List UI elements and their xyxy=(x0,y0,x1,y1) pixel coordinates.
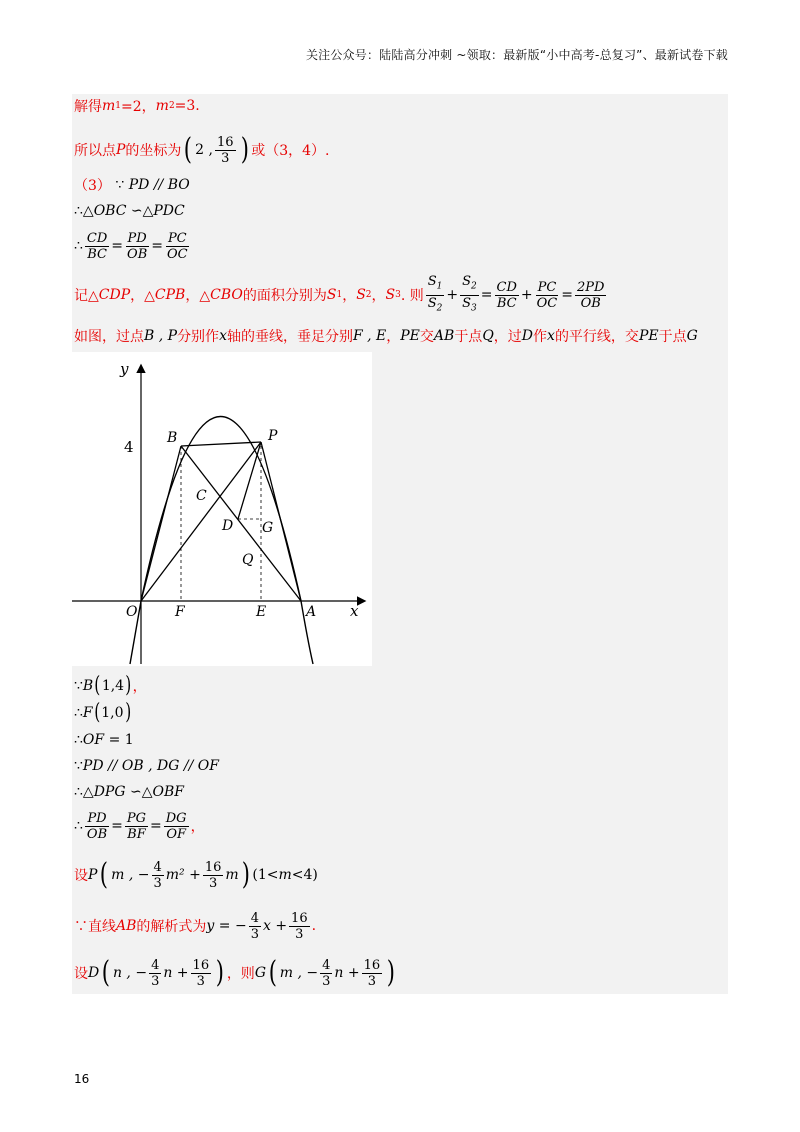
line-ab-equation xyxy=(74,906,316,946)
math: m xyxy=(225,867,239,883)
sub: 1 xyxy=(115,101,122,111)
numerator: PD xyxy=(87,810,107,826)
math: x + xyxy=(262,918,288,934)
math: CPB xyxy=(154,287,186,303)
math: n + xyxy=(163,965,189,981)
paren-left: ( xyxy=(94,673,101,698)
sub: 2 xyxy=(436,303,443,314)
line-set-d-g xyxy=(74,952,398,994)
math: △OBC ∽△PDC xyxy=(82,203,185,219)
text: 分别作 xyxy=(177,329,220,345)
fraction xyxy=(125,811,148,842)
denominator: OB xyxy=(86,826,108,842)
fraction xyxy=(152,860,164,891)
text: 如图，过点 xyxy=(74,329,144,345)
numerator: 2PD xyxy=(576,279,605,295)
paren-left: ( xyxy=(93,700,100,725)
text: 的平行线，交 xyxy=(554,329,639,345)
math: m² + xyxy=(165,867,201,883)
numerator xyxy=(460,274,479,296)
text: ，△ xyxy=(130,288,155,304)
denominator: 3 xyxy=(208,875,218,891)
plus: + xyxy=(520,287,533,303)
denominator: 3 xyxy=(322,973,331,989)
denominator: 3 xyxy=(153,875,162,891)
paren-left: ( xyxy=(268,955,277,990)
numerator: PG xyxy=(126,810,147,826)
numerator: 16 xyxy=(291,910,308,926)
text: 记△ xyxy=(74,288,99,304)
denominator: BC xyxy=(87,246,107,262)
denominator: OC xyxy=(536,295,558,311)
text: 作 xyxy=(533,329,548,345)
text: ， xyxy=(342,288,357,304)
math: F , E xyxy=(352,328,387,344)
numerator: 4 xyxy=(322,957,331,973)
math: CBO xyxy=(210,287,243,303)
var: S xyxy=(462,273,472,289)
var-p: P xyxy=(88,867,98,883)
fraction xyxy=(149,958,161,989)
text: ，过 xyxy=(493,329,522,345)
text: ， xyxy=(190,819,205,835)
denominator: OB xyxy=(580,295,601,311)
line-solve-m xyxy=(74,92,200,120)
line-ratio-1 xyxy=(74,226,192,266)
sub: 2 xyxy=(365,290,372,300)
sub: 3 xyxy=(395,290,401,300)
math: G xyxy=(686,328,698,344)
equals: = xyxy=(561,287,573,303)
numerator: 16 xyxy=(216,134,234,150)
fraction xyxy=(191,958,212,989)
math: x xyxy=(219,328,227,344)
text: =3. xyxy=(174,98,200,114)
text: <4) xyxy=(291,867,318,883)
math: x xyxy=(547,328,555,344)
var-m: m xyxy=(102,98,116,114)
because-symbol: ∵ xyxy=(74,758,83,774)
fraction xyxy=(320,958,332,989)
text: 轴的垂线，垂足分别 xyxy=(226,329,353,345)
math: OF xyxy=(82,732,105,748)
math: AB xyxy=(433,328,455,344)
equals: = xyxy=(111,818,123,834)
segment-op xyxy=(141,442,261,601)
equals: = xyxy=(480,287,493,303)
coord: 1,0 xyxy=(101,705,124,721)
segment-bp xyxy=(181,442,261,446)
text: ，则 xyxy=(226,966,255,982)
therefore-symbol: ∴ xyxy=(74,818,83,834)
denominator xyxy=(460,296,479,317)
fraction xyxy=(249,911,261,942)
paren-right: ) xyxy=(124,700,131,725)
label-p: P xyxy=(268,428,278,444)
math: PE xyxy=(400,328,420,344)
text: 的面积分别为 xyxy=(242,288,327,304)
line-parallel xyxy=(74,752,219,780)
text: 的坐标为 xyxy=(125,143,182,159)
fraction xyxy=(125,231,149,262)
line-p-coordinates xyxy=(74,130,329,170)
label-d: D xyxy=(222,518,234,534)
line-ratio-2 xyxy=(74,806,205,846)
math: D xyxy=(521,328,534,344)
fraction xyxy=(535,280,560,311)
var-s: S xyxy=(356,287,366,303)
numerator: 4 xyxy=(151,957,160,973)
denominator: 3 xyxy=(250,926,259,942)
label-f: F xyxy=(175,604,185,620)
fraction xyxy=(575,280,606,311)
label-a: A xyxy=(306,604,317,620)
numerator: 4 xyxy=(250,910,259,926)
var-s: S xyxy=(385,287,396,303)
fraction xyxy=(85,231,109,262)
denominator xyxy=(426,296,445,317)
line-of-length xyxy=(74,726,134,754)
label-4: 4 xyxy=(124,438,134,456)
denominator: 3 xyxy=(221,150,230,166)
label-e: E xyxy=(256,604,267,620)
text: =2， xyxy=(121,99,156,115)
math: PD // BO xyxy=(128,177,190,193)
numerator xyxy=(426,274,445,296)
fraction xyxy=(362,958,383,989)
figure-svg xyxy=(72,352,372,666)
equals: = xyxy=(111,238,124,254)
var-g: G xyxy=(254,965,266,981)
segment-ob xyxy=(141,446,181,601)
therefore-symbol: ∴ xyxy=(74,732,83,748)
text: 设 xyxy=(74,966,88,982)
text: 于点 xyxy=(658,329,687,345)
sub: 2 xyxy=(471,281,477,292)
page-number: 16 xyxy=(74,1072,90,1086)
var-p: P xyxy=(116,142,126,158)
fraction xyxy=(203,860,224,891)
paren-right: ) xyxy=(215,955,225,990)
line-similar-1 xyxy=(74,197,185,225)
paren-left: ( xyxy=(100,857,109,892)
fraction xyxy=(215,135,236,166)
line-construction xyxy=(74,322,698,350)
therefore-symbol: ∴ xyxy=(74,203,83,219)
therefore-symbol: ∴ xyxy=(74,784,83,800)
fraction xyxy=(460,274,479,316)
math: y = − xyxy=(206,918,247,934)
text: ， xyxy=(386,329,401,345)
denominator: 3 xyxy=(151,973,160,989)
equals: = xyxy=(150,818,162,834)
math: PD // OB , DG // OF xyxy=(82,758,219,774)
math: △DPG ∽△OBF xyxy=(82,784,184,800)
denominator: OB xyxy=(127,246,148,262)
numerator: 4 xyxy=(153,859,162,875)
text: 于点 xyxy=(454,329,483,345)
line-set-p xyxy=(74,854,318,896)
parabola-figure xyxy=(72,352,372,666)
label-c: C xyxy=(196,488,207,504)
line-areas xyxy=(74,274,608,316)
text: ，△ xyxy=(185,288,211,304)
therefore-symbol: ∴ xyxy=(74,705,83,721)
text: 或（3，4）. xyxy=(251,143,330,159)
numerator: PC xyxy=(537,279,557,295)
equals: = xyxy=(151,238,163,254)
paren-right: ) xyxy=(240,132,249,167)
numerator: CD xyxy=(86,230,108,246)
line-f-coord xyxy=(74,699,132,727)
paren-right: ) xyxy=(386,955,396,990)
paren-right: ) xyxy=(125,673,132,698)
denominator: BF xyxy=(127,826,146,842)
var-b: B xyxy=(82,678,94,694)
text: ， xyxy=(371,288,386,304)
numerator: 16 xyxy=(363,957,381,973)
line-part3 xyxy=(74,171,190,199)
denominator: BC xyxy=(496,295,517,311)
text: . 则 xyxy=(400,288,424,304)
var-f: F xyxy=(82,705,93,721)
math: m xyxy=(278,867,292,883)
label-o: O xyxy=(126,604,138,620)
var-d: D xyxy=(88,965,100,981)
numerator: PC xyxy=(167,230,187,246)
text: ∵直线 xyxy=(74,919,116,935)
numerator: CD xyxy=(496,279,517,295)
coord: 1,4 xyxy=(101,678,125,694)
paren-right: ) xyxy=(241,857,250,892)
sub: 2 xyxy=(168,101,175,111)
math: m , − xyxy=(111,867,150,883)
numerator: PD xyxy=(127,230,147,246)
fraction xyxy=(426,274,445,316)
math: n , − xyxy=(112,965,148,981)
sub: 1 xyxy=(436,281,443,292)
text: ， xyxy=(132,679,147,695)
fraction xyxy=(495,280,519,311)
var: S xyxy=(462,295,472,311)
sub: 3 xyxy=(471,303,477,314)
text: 设 xyxy=(74,868,88,884)
text: (1< xyxy=(252,867,279,883)
line-b-coord xyxy=(74,672,147,700)
fraction xyxy=(165,231,190,262)
label-g: G xyxy=(262,520,274,536)
paren-left: ( xyxy=(184,132,193,167)
sub: 1 xyxy=(336,290,343,300)
var-s: S xyxy=(326,287,337,303)
text: . xyxy=(311,918,317,934)
denominator: 3 xyxy=(196,973,205,989)
math: PE xyxy=(638,328,659,344)
numerator: DG xyxy=(165,810,187,826)
math: n + xyxy=(334,965,360,981)
math: Q xyxy=(482,328,494,344)
var: S xyxy=(427,273,437,289)
line-similar-2 xyxy=(74,778,184,806)
page-header: 关注公众号：陆陆高分冲刺 ~领取：最新版“小中高考-总复习”、最新试卷下载 xyxy=(305,48,728,62)
plus: + xyxy=(446,287,459,303)
text: 的解析式为 xyxy=(136,919,207,935)
therefore-symbol: ∴ xyxy=(74,238,83,254)
denominator: OF xyxy=(166,826,186,842)
segment-pd xyxy=(238,442,261,519)
area-ratio-equation xyxy=(424,274,609,316)
label-y: y xyxy=(120,360,129,378)
var-m: m xyxy=(155,98,169,114)
text: 解得 xyxy=(74,99,102,115)
math: CDP xyxy=(98,287,131,303)
math: B , P xyxy=(144,328,178,344)
label-b: B xyxy=(167,430,178,446)
denominator: OC xyxy=(166,246,188,262)
label-x: x xyxy=(350,602,359,620)
fraction xyxy=(164,811,189,842)
label-q: Q xyxy=(242,552,254,568)
part-number: （3） xyxy=(74,178,111,194)
because-symbol: ∵ xyxy=(115,177,125,193)
fraction xyxy=(289,911,310,942)
numerator: 16 xyxy=(192,957,210,973)
text: 所以点 xyxy=(74,143,116,159)
fraction xyxy=(85,811,109,842)
denominator: 3 xyxy=(295,926,304,942)
math: m , − xyxy=(279,965,319,981)
paren-left: ( xyxy=(101,955,111,990)
denominator: 3 xyxy=(367,973,376,989)
text: 交 xyxy=(419,329,434,345)
math: AB xyxy=(116,918,137,934)
because-symbol: ∵ xyxy=(74,678,83,694)
var: S xyxy=(427,295,437,311)
math: = 1 xyxy=(108,732,134,748)
text: 2 , xyxy=(195,142,213,158)
numerator: 16 xyxy=(204,859,222,875)
